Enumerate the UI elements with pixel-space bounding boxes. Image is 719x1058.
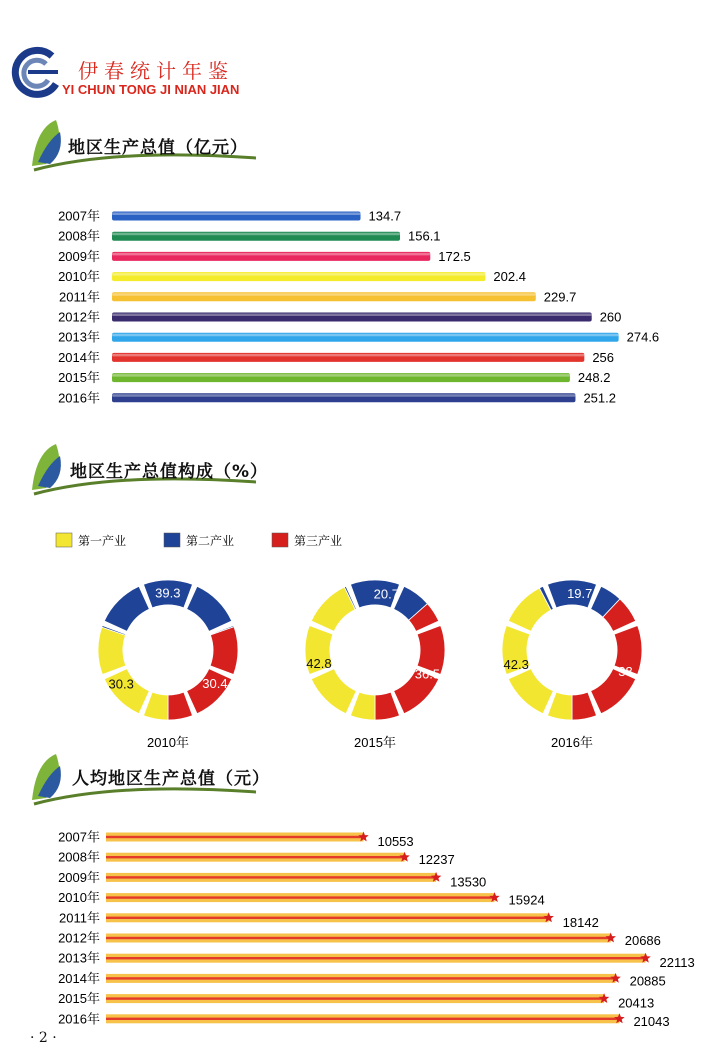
data-label: 20413: [618, 995, 655, 1011]
donut-segment: [187, 586, 232, 631]
legend-label: 第一产业: [78, 534, 127, 548]
tick-label: 2016年: [58, 1011, 100, 1027]
bar-stripe: [106, 876, 436, 878]
data-label: 30.4: [202, 676, 228, 692]
data-label: 36.5: [414, 666, 441, 682]
tick-label: 2015年: [58, 991, 100, 1007]
legend-label: 第三产业: [294, 534, 343, 548]
data-label: 248.2: [577, 370, 611, 386]
data-label: 13530: [450, 874, 487, 890]
tick-label: 2011年: [59, 910, 100, 926]
donut-segment: [508, 669, 553, 714]
data-label: 30.3: [108, 676, 134, 692]
bar-highlight: [112, 374, 570, 377]
bar-highlight: [112, 354, 584, 357]
data-label: 229.7: [543, 289, 577, 305]
tick-label: 2015年: [58, 370, 100, 386]
bar-highlight: [112, 394, 575, 397]
data-label: 172.5: [438, 248, 471, 264]
donut-segment: [210, 627, 238, 675]
data-label: 20686: [624, 933, 661, 948]
section-title-gdp: 地区生产总值（亿元）: [68, 138, 248, 158]
bar-highlight: [112, 293, 536, 296]
data-label: 156.1: [408, 228, 441, 244]
chart-label: 2016年: [551, 735, 593, 750]
brand-title-cn: 伊春统计年鉴: [78, 59, 234, 83]
tick-label: 2013年: [58, 329, 100, 345]
bar-stripe: [106, 836, 363, 838]
data-label: 20.7: [373, 586, 399, 602]
logo-icon: [6, 46, 64, 98]
data-label: 256: [592, 349, 615, 365]
tick-label: 2008年: [58, 849, 100, 865]
donut-segment: [104, 586, 149, 631]
bar-stripe: [106, 896, 495, 898]
data-label: 15924: [508, 892, 545, 908]
data-label: 38: [618, 664, 633, 680]
tick-label: 2014年: [58, 970, 100, 986]
bar-stripe: [106, 1018, 619, 1020]
data-label: 39.3: [155, 585, 181, 601]
tick-label: 2014年: [58, 349, 100, 365]
tick-label: 2009年: [58, 869, 100, 885]
bar-stripe: [106, 856, 405, 858]
data-label: 10553: [377, 834, 414, 849]
legend-swatch: [56, 533, 72, 547]
data-label: 18142: [562, 914, 599, 930]
data-label: 134.7: [368, 208, 402, 224]
tick-label: 2009年: [58, 248, 100, 264]
data-label: 274.6: [626, 329, 660, 345]
tick-label: 2010年: [58, 890, 100, 906]
bar-stripe: [106, 997, 604, 999]
bar-highlight: [112, 233, 400, 236]
tick-label: 2012年: [58, 930, 100, 946]
bar-stripe: [106, 937, 611, 939]
tick-label: 2016年: [58, 390, 100, 406]
bar-highlight: [112, 213, 361, 216]
bar-stripe: [106, 977, 616, 979]
data-label: 42.8: [306, 655, 332, 671]
tick-label: 2012年: [58, 309, 100, 325]
data-label: 251.2: [583, 390, 617, 406]
bar-highlight: [112, 253, 430, 256]
tick-label: 2008年: [58, 228, 100, 244]
data-label: 19.7: [567, 586, 593, 602]
section-title-per-capita: 人均地区生产总值（元）: [72, 769, 270, 789]
donut-segment: [311, 669, 356, 714]
legend-swatch: [164, 533, 180, 547]
bar-highlight: [112, 334, 619, 337]
data-label: 20885: [629, 973, 666, 989]
data-label: 42.3: [503, 656, 529, 672]
data-label: 22113: [659, 955, 695, 971]
tick-label: 2007年: [58, 208, 100, 224]
bar-stripe: [106, 917, 549, 919]
tick-label: 2010年: [58, 269, 100, 285]
bar-highlight: [112, 273, 485, 276]
legend-swatch: [272, 533, 288, 547]
composition-donut-charts: [0, 525, 719, 755]
tick-label: 2013年: [58, 950, 100, 966]
data-label: 12237: [418, 852, 455, 868]
section-title-composition: 地区生产总值构成（%）: [70, 462, 269, 482]
chart-label: 2010年: [147, 735, 189, 750]
data-label: 202.4: [493, 269, 526, 285]
chart-label: 2015年: [354, 735, 396, 750]
brand-title-en: YI CHUN TONG JI NIAN JIAN: [62, 82, 240, 97]
data-label: 260: [599, 309, 622, 325]
bar-highlight: [112, 314, 592, 317]
data-label: 21043: [633, 1013, 670, 1029]
per-capita-bar-chart: [0, 825, 719, 1030]
tick-label: 2011年: [59, 289, 100, 305]
tick-label: 2007年: [58, 829, 100, 845]
page-number: · 2 ·: [30, 1030, 57, 1046]
gdp-bar-chart: [0, 200, 719, 415]
legend-label: 第二产业: [186, 534, 235, 548]
bar-stripe: [106, 957, 646, 959]
